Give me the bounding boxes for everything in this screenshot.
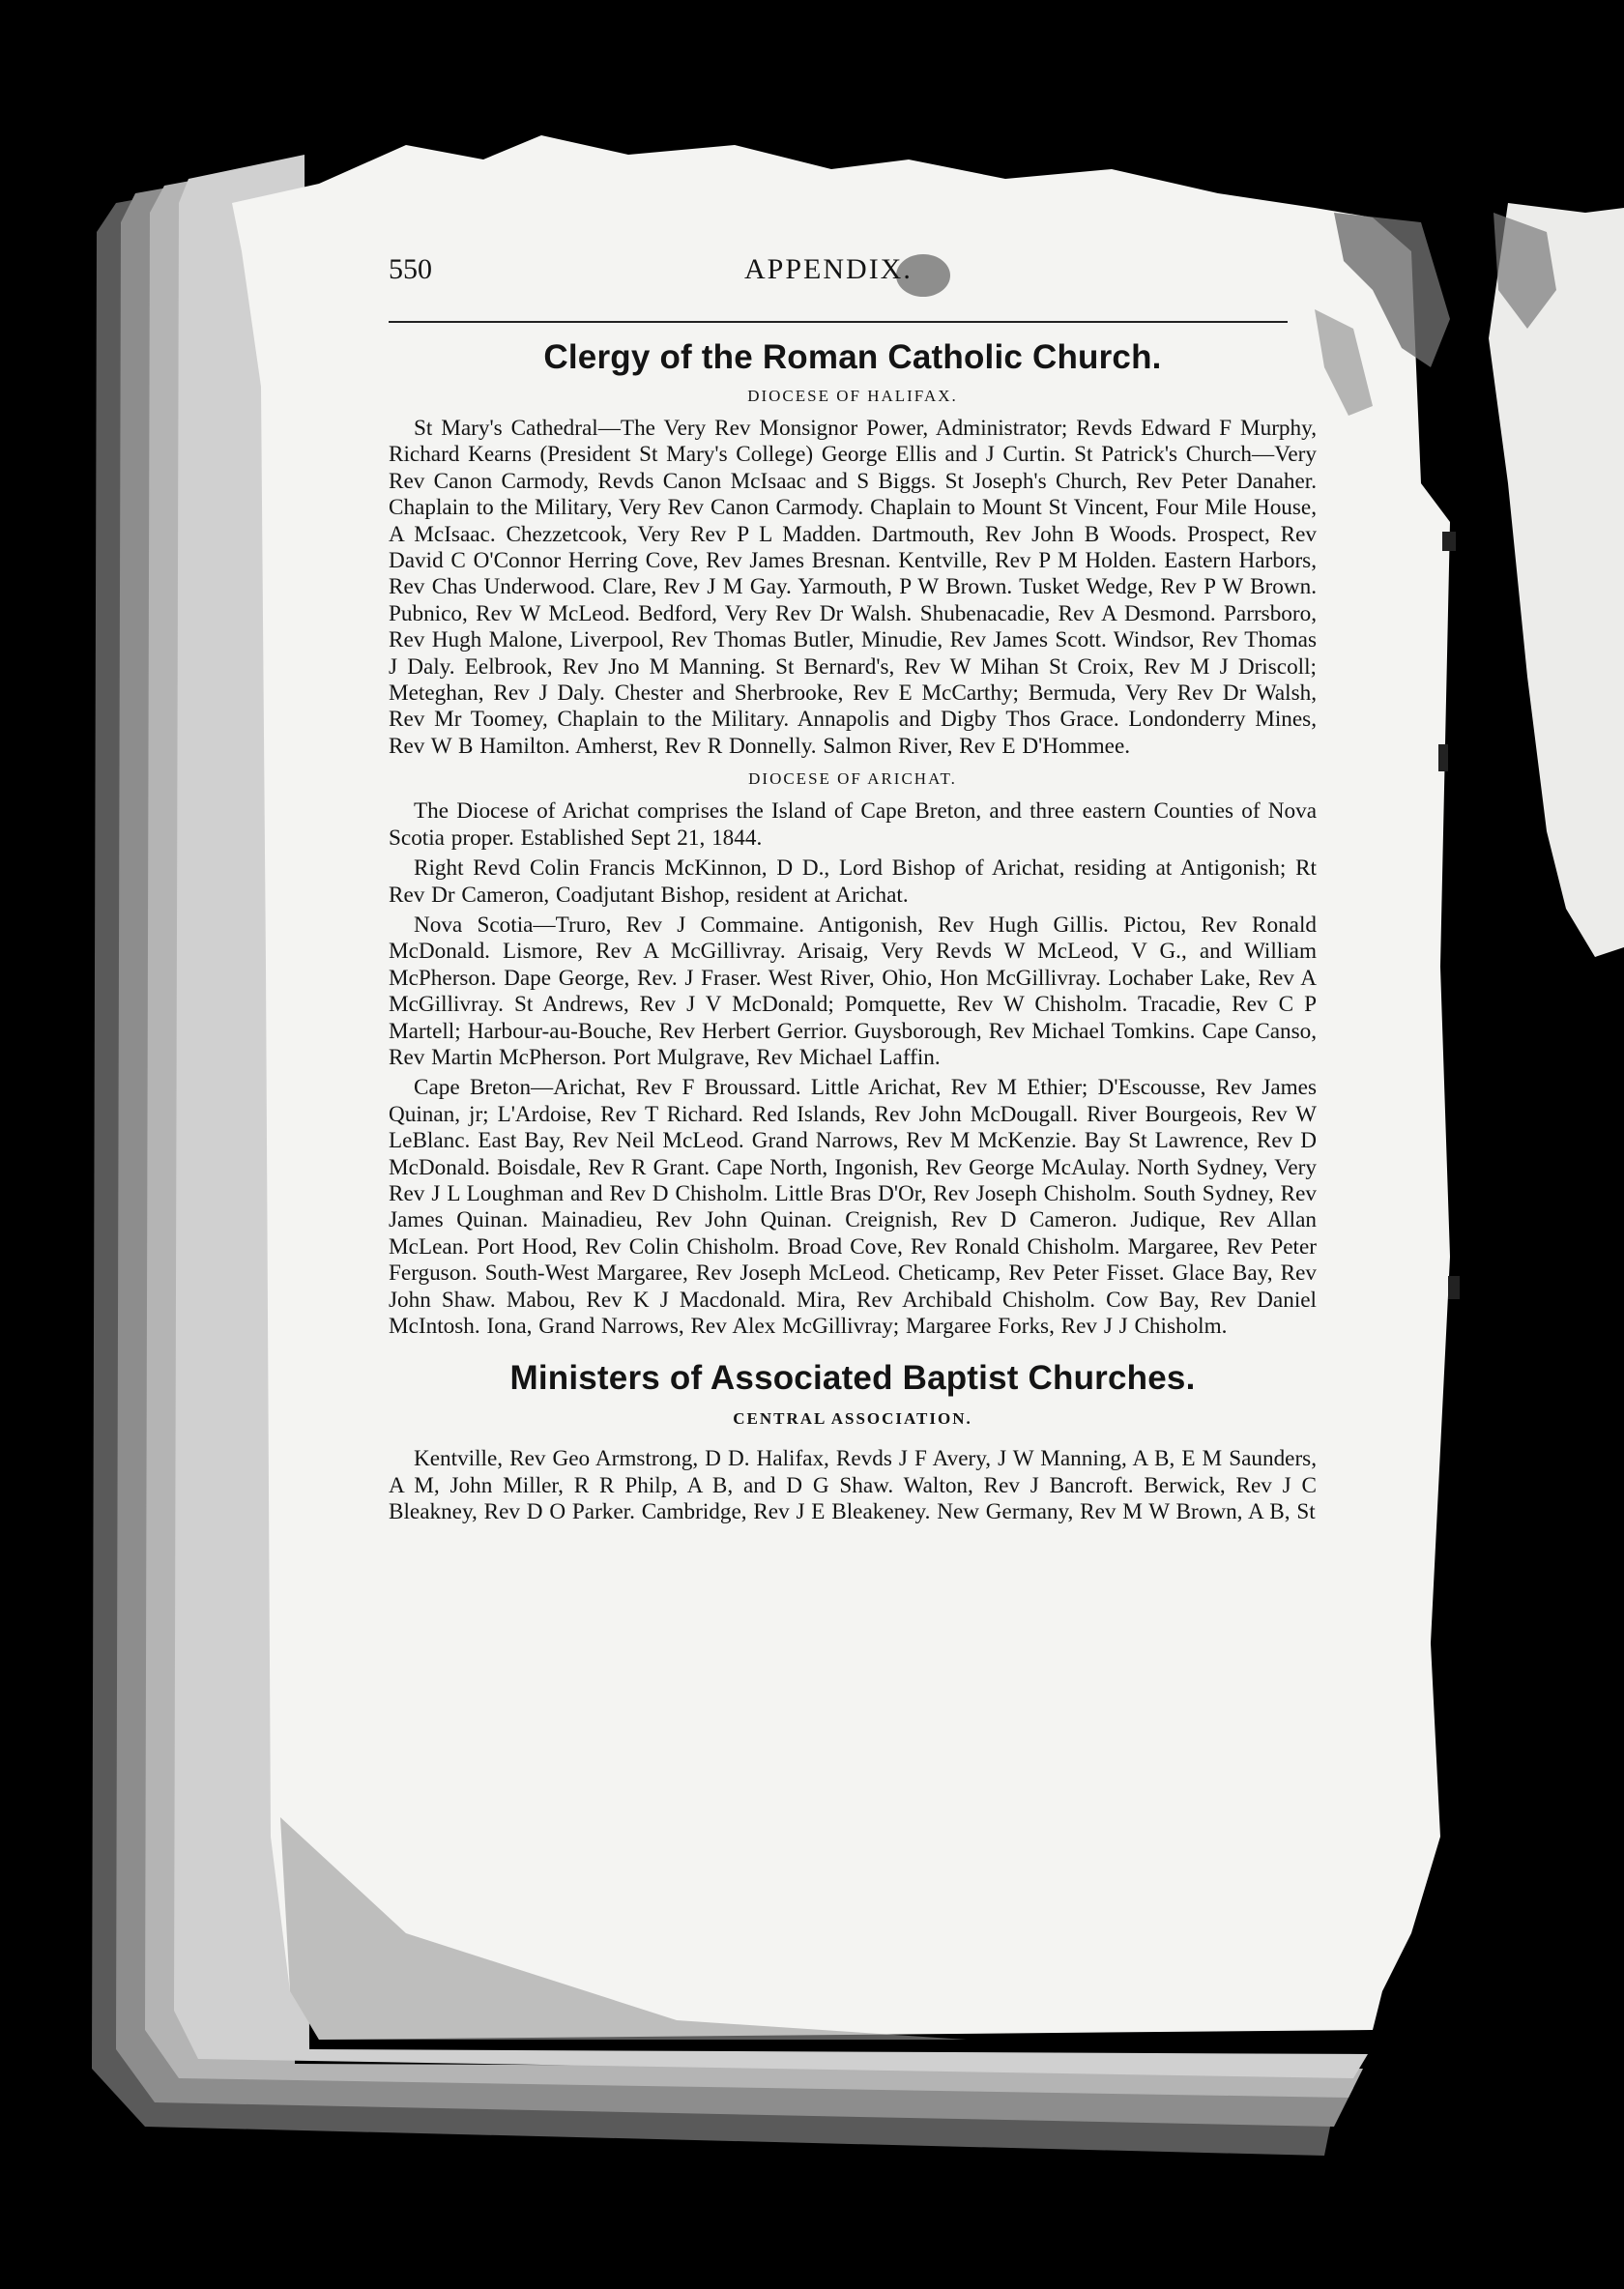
central-association-paragraph: Kentville, Rev Geo Armstrong, D D. Halifax, Revds J F Avery, J W Manning, A B, E M Saunders, A M, John Miller, R R Philp, A B, and D G Shaw. Walton, Rev J Bancroft. Berwick, Rev J C Bleakney, Rev D O Parker. Cambridge, Rev J E Bleakeney. New Germany, Rev M W Brown, A B, St xyxy=(389,1446,1317,1525)
clergy-section xyxy=(389,338,1317,1340)
page-number: 550 xyxy=(389,253,432,285)
arichat-intro-paragraph: The Diocese of Arichat comprises the Island of Cape Breton, and three eastern Counties of Nova Scotia proper. Established Sept 21, 1844. xyxy=(389,798,1317,851)
arichat-bishops-paragraph: Right Revd Colin Francis McKinnon, D D., Lord Bishop of Arichat, residing at Antigonish; Rt Rev Dr Cameron, Coadjutant Bishop, resident at Arichat. xyxy=(389,855,1317,908)
cape-breton-paragraph: Cape Breton—Arichat, Rev F Broussard. Little Arichat, Rev M Ethier; D'Escousse, Rev James Quinan, jr; L'Ardoise, Rev T Richard. Red Islands, Rev John McDougall. River Bourgeois, Rev W LeBlanc. East Bay, Rev Neil McLeod. Grand Narrows, Rev M McKenzie. Bay St Lawrence, Rev D McDonald. Boisdale, Rev R Grant. Cape North, Ingonish, Rev George McAulay. North Sydney, Very Rev J L Loughman and Rev D Chisholm. Little Bras D'Or, Rev Joseph Chisholm. South Sydney, Rev James Quinan. Mainadieu, Rev John Quinan. Creignish, Rev D Cameron. Judique, Rev Allan McLean. Port Hood, Rev Colin Chisholm. Broad Cove, Rev Ronald Chisholm. Margaree, Rev Peter Ferguson. South-West Margaree, Rev Joseph McLeod. Cheticamp, Rev Peter Fisset. Glace Bay, Rev John Shaw. Mabou, Rev K J Macdonald. Mira, Rev Archibald Chisholm. Cow Bay, Rev Daniel McIntosh. Iona, Grand Narrows, Rev Alex McGillivray; Margaree Forks, Rev J J Chisholm. xyxy=(389,1075,1317,1339)
halifax-paragraph: St Mary's Cathedral—The Very Rev Monsignor Power, Administrator; Revds Edward F Murphy, Richard Kearns (President St Mary's College) George Ellis and J Curtin. St Patrick's Church—Very Rev Canon Carmody, Revds Canon McIsaac and S Biggs. St Joseph's Church, Rev Peter Danaher. Chaplain to the Military, Very Rev Canon Carmody. Chaplain to Mount St Vincent, Four Mile House, A McIsaac. Chezzetcook, Very Rev P L Madden. Dartmouth, Rev John B Woods. Prospect, Rev David C O'Connor Herring Cove, Rev James Bresnan. Kentville, Rev P M Holden. Eastern Harbors, Rev Chas Underwood. Clare, Rev J M Gay. Yarmouth, P W Brown. Tusket Wedge, Rev P W Brown. Pubnico, Rev W McLeod. Bedford, Very Rev Dr Walsh. Shubenacadie, Rev A Desmond. Parrsboro, Rev Hugh Malone, Liverpool, Rev Thomas Butler, Minudie, Rev James Scott. Windsor, Rev Thomas J Daly. Eelbrook, Rev Jno M Manning. St Bernard's, Rev W Mihan St Croix, Rev M J Driscoll; Meteghan, Rev J Daly. Chester and Sherbrooke, Rev E McCarthy; Bermuda, Very Rev Dr Walsh, Rev Mr Toomey, Chaplain to the Military. Annapolis and Digby Thos Grace. Londonderry Mines, Rev W B Hamilton. Amherst, Rev R Donnelly. Salmon River, Rev E D'Hommee. xyxy=(389,416,1317,759)
book-page xyxy=(389,253,1317,1526)
baptist-section xyxy=(389,1359,1317,1525)
section-title-baptist: Ministers of Associated Baptist Churches. xyxy=(509,1359,1196,1398)
section-title-clergy: Clergy of the Roman Catholic Church. xyxy=(543,338,1162,376)
header-rule xyxy=(389,321,1288,323)
nova-scotia-paragraph: Nova Scotia—Truro, Rev J Commaine. Antigonish, Rev Hugh Gillis. Pictou, Rev Ronald McDonald. Lismore, Rev A McGillivray. Arisaig, Very Revds W McLeod, V G., and William McPherson. Dape George, Rev. J Fraser. West River, Ohio, Hon McGillivray. Lochaber Lake, Rev A McGillivray. St Andrews, Rev J V McDonald; Pomquette, Rev W Chisholm. Tracadie, Rev C P Martell; Harbour-au-Bouche, Rev Herbert Gerrior. Guysborough, Rev Michael Tomkins. Cape Canso, Rev Martin McPherson. Port Mulgrave, Rev Michael Laffin. xyxy=(389,912,1317,1070)
running-head: APPENDIX. xyxy=(744,253,913,285)
page-header xyxy=(389,253,1317,300)
subhead-central-association: CENTRAL ASSOCIATION. xyxy=(733,1409,972,1429)
subhead-diocese-arichat: DIOCESE OF ARICHAT. xyxy=(748,769,957,789)
subhead-diocese-halifax: DIOCESE OF HALIFAX. xyxy=(747,387,958,405)
